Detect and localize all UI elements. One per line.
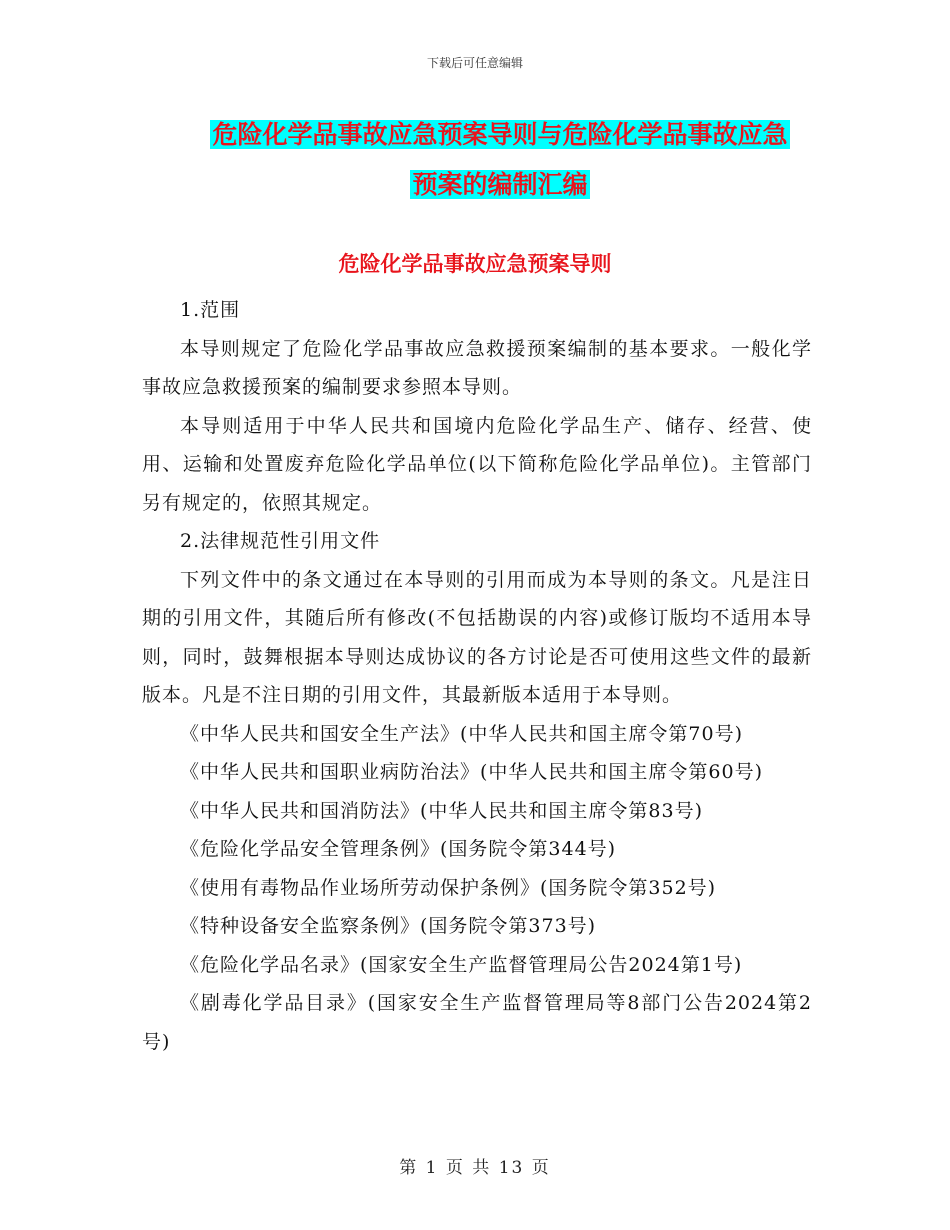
header-note: 下载后可任意编辑 bbox=[426, 56, 523, 70]
document-title bbox=[100, 110, 900, 210]
section-title: 危险化学品事故应急预案导则 bbox=[338, 252, 612, 276]
reference-item: 《中华人民共和国职业病防治法》(中华人民共和国主席令第60号) bbox=[180, 761, 764, 783]
document-title-line-1: 危险化学品事故应急预案导则与危险化学品事故应急 bbox=[212, 120, 788, 149]
reference-item: 《特种设备安全监察条例》(国务院令第373号) bbox=[180, 915, 597, 937]
heading-scope: 1.范围 bbox=[180, 299, 241, 321]
reference-item: 《剧毒化学品目录》(国家安全生产监督管理局等8部门公告2024第2号) bbox=[142, 992, 812, 1053]
reference-item: 《中华人民共和国安全生产法》(中华人民共和国主席令第70号) bbox=[180, 722, 744, 745]
reference-item: 《危险化学品安全管理条例》(国务院令第344号) bbox=[180, 838, 617, 860]
paragraph: 下列文件中的条文通过在本导则的引用而成为本导则的条文。凡是注日期的引用文件，其随后所有修改(不包括勘误的内容)或修订版均不适用本导则，同时，鼓舞根据本导则达成协议的各方讨论是否可使用这些文件的最新版本。凡是不注日期的引用文件，其最新版本适用于本导则。 bbox=[142, 568, 812, 706]
reference-item: 《使用有毒物品作业场所劳动保护条例》(国务院令第352号) bbox=[180, 876, 717, 899]
paragraph: 本导则适用于中华人民共和国境内危险化学品生产、储存、经营、使用、运输和处置废弃危险化学品单位(以下简称危险化学品单位)。主管部门另有规定的，依照其规定。 bbox=[142, 414, 812, 514]
document-body bbox=[142, 291, 812, 1061]
reference-item: 《中华人民共和国消防法》(中华人民共和国主席令第83号) bbox=[180, 799, 704, 822]
paragraph: 本导则规定了危险化学品事故应急救援预案编制的基本要求。一般化学事故应急救援预案的编制要求参照本导则。 bbox=[142, 337, 812, 398]
page-footer: 第 1 页 共 13 页 bbox=[399, 1158, 551, 1178]
reference-item: 《危险化学品名录》(国家安全生产监督管理局公告2024第1号) bbox=[180, 953, 743, 976]
heading-references: 2.法律规范性引用文件 bbox=[180, 530, 381, 552]
document-title-line-2: 预案的编制汇编 bbox=[412, 170, 588, 199]
